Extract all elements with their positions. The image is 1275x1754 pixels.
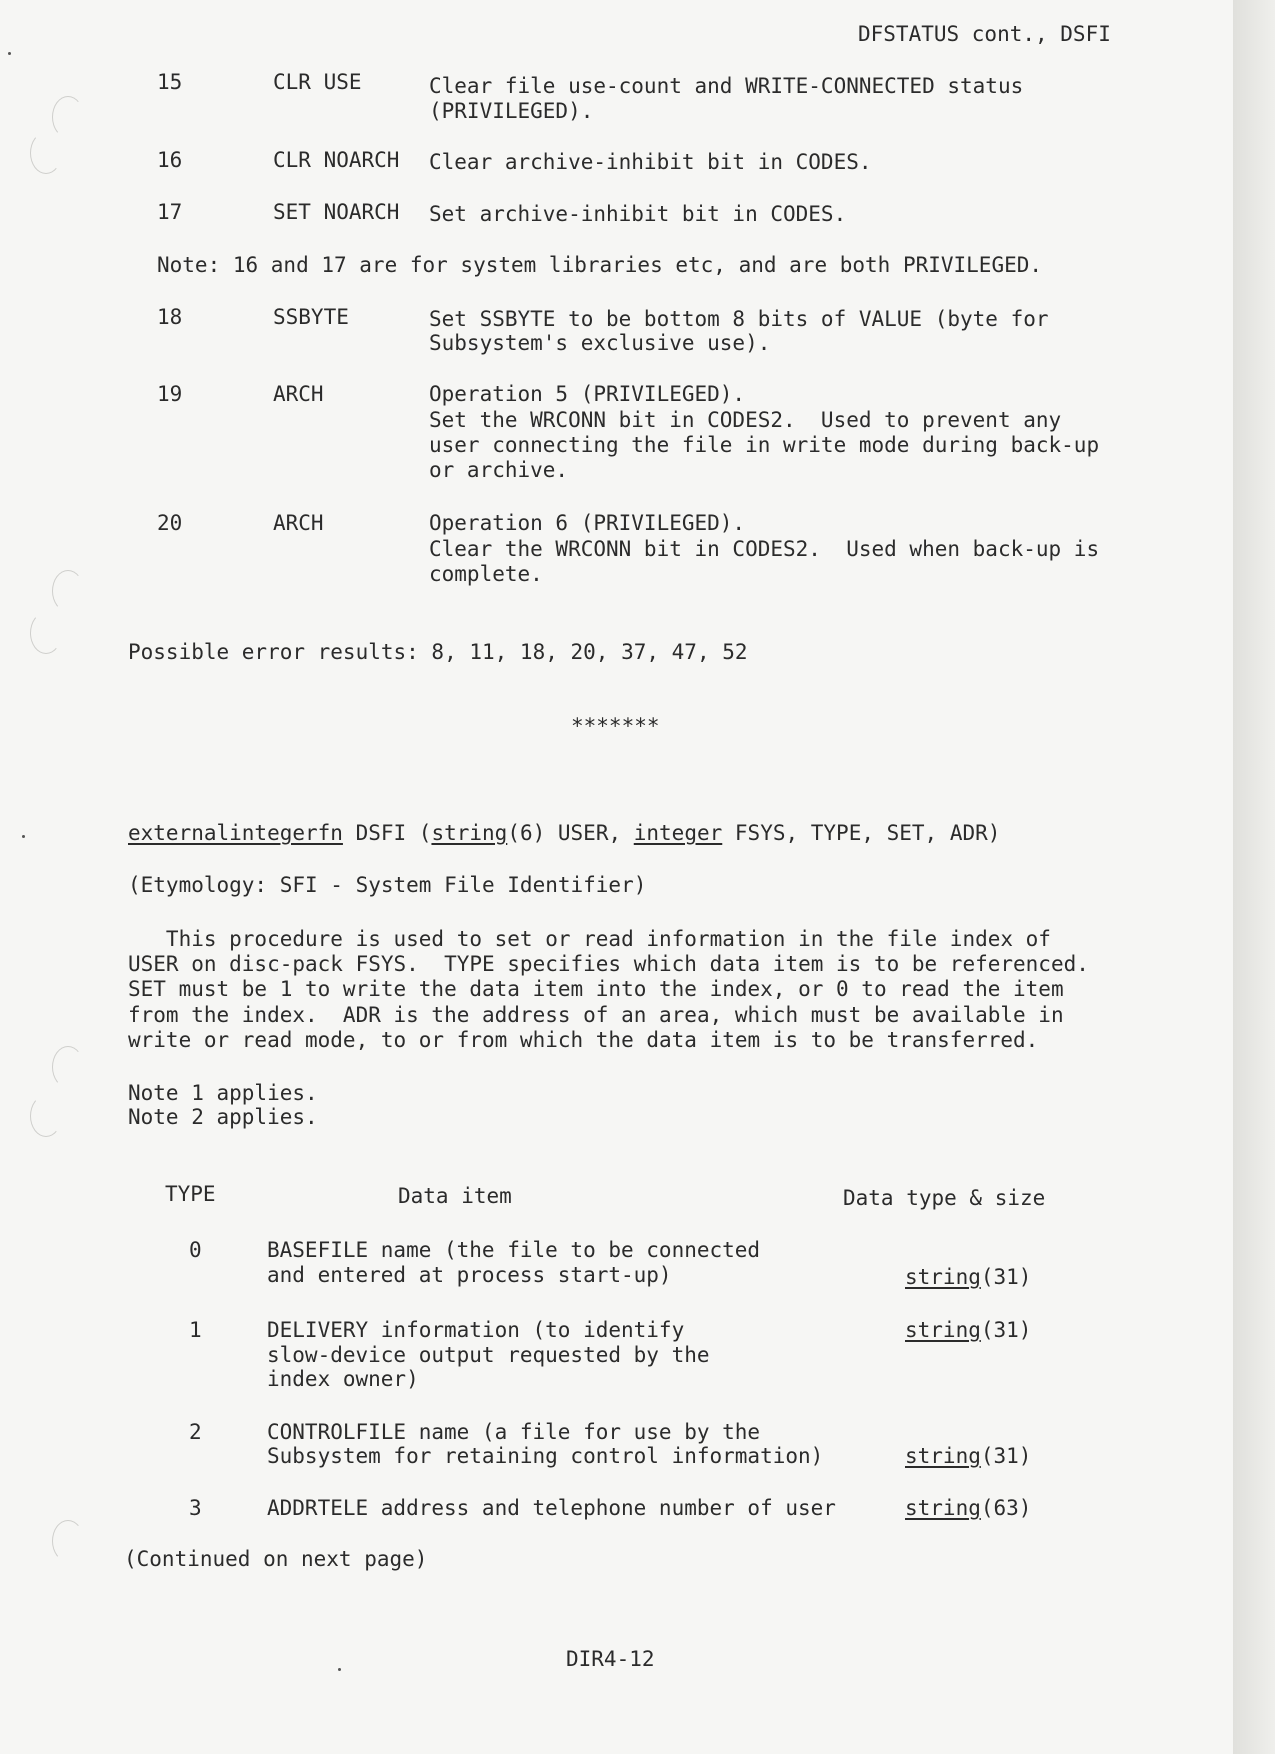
keyword-string: string [431,821,508,845]
paragraph-line: USER on disc-pack FSYS. TYPE specifies which data item is to be referenced. [128,952,1089,976]
paragraph-line: write or read mode, to or from which the data item is to be transferred. [128,1028,1039,1052]
op-number: 15 [157,70,183,94]
row-type: 1 [189,1318,202,1342]
note-line: Note 1 applies. [128,1081,318,1105]
op-name: ARCH [273,511,324,535]
paragraph-line: This procedure is used to set or read information in the file index of [128,927,1051,951]
row-type: 2 [189,1420,202,1444]
keyword-integer: integer [633,821,723,845]
row-item-line: and entered at process start-up) [267,1263,672,1287]
page-header: DFSTATUS cont., DSFI [858,22,1111,46]
op-name: SET NOARCH [273,200,400,224]
note-line: Note 2 applies. [128,1105,318,1129]
column-header-type: TYPE [165,1182,216,1206]
punch-hole-mark [30,132,62,174]
function-signature: externalintegerfn DSFI (string(6) USER, integer FSYS, TYPE, SET, ADR) [128,821,1001,845]
row-item-line: slow-device output requested by the [267,1343,710,1367]
row-size: string(31) [905,1444,1032,1468]
op-number: 19 [157,382,183,406]
separator: ******* [571,714,660,738]
row-item-line: CONTROLFILE name (a file for use by the [267,1420,761,1444]
punch-hole-mark [52,1520,84,1562]
op-desc-line: Operation 6 (PRIVILEGED). [429,511,746,535]
op-name: CLR USE [273,70,362,94]
op-number: 18 [157,305,183,329]
row-item-line: BASEFILE name (the file to be connected [267,1238,761,1262]
continued-note: (Continued on next page) [124,1547,428,1571]
op-desc-line: complete. [429,562,543,586]
op-name: ARCH [273,382,324,406]
op-number: 17 [157,200,183,224]
op-desc-line: Subsystem's exclusive use). [429,331,771,355]
speck-mark [22,835,25,838]
op-number: 16 [157,148,183,172]
op-desc-line: Clear the WRCONN bit in CODES2. Used when back-up is [429,537,1100,561]
row-size: string(31) [905,1318,1032,1342]
op-desc-line: Clear archive-inhibit bit in CODES. [429,150,872,174]
op-desc-line: Operation 5 (PRIVILEGED). [429,382,746,406]
row-item-line: ADDRTELE address and telephone number of user [267,1496,836,1520]
row-size: string(63) [905,1496,1032,1520]
op-desc-line: Set archive-inhibit bit in CODES. [429,202,847,226]
op-desc-line: Clear file use-count and WRITE-CONNECTED status [429,74,1024,98]
keyword-externalintegerfn: externalintegerfn [128,821,343,845]
op-desc-line: or archive. [429,458,569,482]
speck-mark [338,1668,341,1671]
op-desc-line: (PRIVILEGED). [429,99,594,123]
page-edge-shadow [1233,0,1275,1754]
op-desc-line: Set the WRCONN bit in CODES2. Used to prevent any [429,408,1062,432]
punch-hole-mark [52,570,84,612]
punch-hole-mark [30,1095,62,1137]
etymology: (Etymology: SFI - System File Identifier) [128,873,647,897]
op-number: 20 [157,511,183,535]
row-size: string(31) [905,1265,1032,1289]
op-name: SSBYTE [273,305,349,329]
row-item-line: index owner) [267,1367,419,1391]
row-type: 0 [189,1238,202,1262]
op-desc-line: Set SSBYTE to be bottom 8 bits of VALUE (byte for [429,307,1049,331]
row-type: 3 [189,1496,202,1520]
op-name: CLR NOARCH [273,148,400,172]
column-header-size: Data type & size [843,1186,1046,1210]
ops-note: Note: 16 and 17 are for system libraries etc, and are both PRIVILEGED. [157,253,1043,277]
punch-hole-mark [52,1046,84,1088]
error-results: Possible error results: 8, 11, 18, 20, 37, 47, 52 [128,640,748,664]
op-desc-line: user connecting the file in write mode during back-up [429,433,1100,457]
paragraph-line: from the index. ADR is the address of an area, which must be available in [128,1003,1064,1027]
column-header-item: Data item [398,1184,512,1208]
punch-hole-mark [52,96,84,138]
paragraph-line: SET must be 1 to write the data item into the index, or 0 to read the item [128,977,1064,1001]
row-item-line: Subsystem for retaining control information) [267,1444,824,1468]
speck-mark [8,52,11,55]
page-footer: DIR4-12 [566,1647,655,1671]
punch-hole-mark [30,612,62,654]
row-item-line: DELIVERY information (to identify [267,1318,685,1342]
